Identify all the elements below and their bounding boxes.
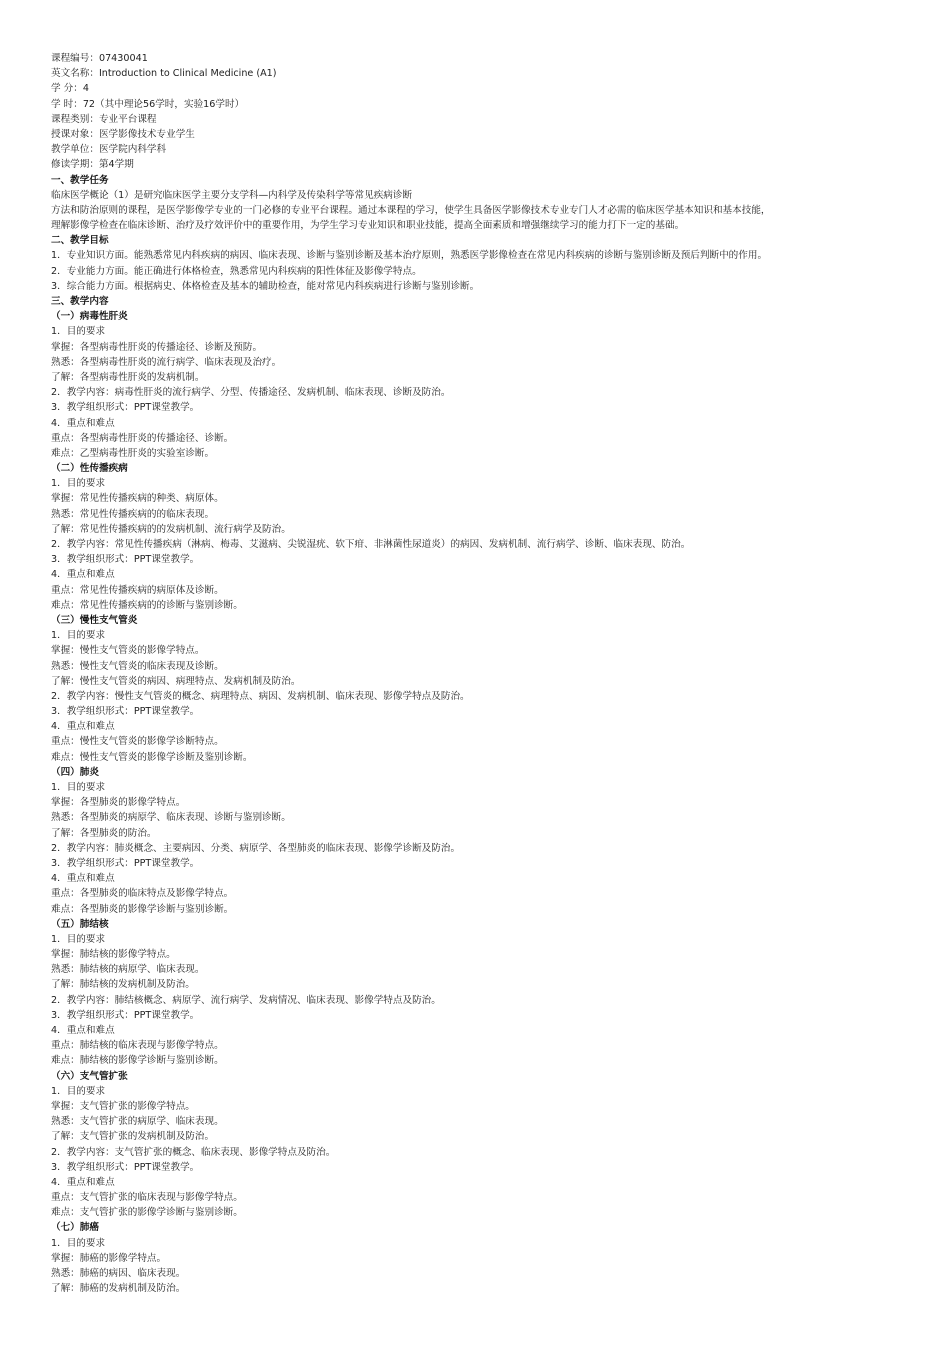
text-line: 1．目的要求 — [51, 326, 106, 338]
text-line: 熟悉：慢性支气管炎的临床表现及诊断。 — [51, 660, 224, 672]
text-line: 难点：常见性传播疾病的的诊断与鉴别诊断。 — [51, 599, 243, 611]
text-line: 4．重点和难点 — [51, 721, 115, 733]
section-heading: （五）肺结核 — [51, 918, 109, 930]
text-line: 熟悉：各型病毒性肝炎的流行病学、临床表现及治疗。 — [51, 356, 282, 368]
text-line: 难点：乙型病毒性肝炎的实验室诊断。 — [51, 447, 215, 459]
text-line: 3．综合能力方面。根据病史、体格检查及基本的辅助检查，能对常见内科疾病进行诊断与鉴别诊断。 — [51, 280, 480, 292]
text-line: 掌握：各型肺炎的影像学特点。 — [51, 797, 186, 809]
text-line: 课程类别：专业平台课程 — [51, 113, 157, 125]
text-line: 4．重点和难点 — [51, 873, 115, 885]
section-heading: （二）性传播疾病 — [51, 463, 128, 475]
text-line: 授课对象：医学影像技术专业学生 — [51, 128, 195, 140]
text-line: 了解：肺结核的发病机制及防治。 — [51, 979, 195, 991]
text-line: 学 分：4 — [51, 83, 89, 95]
section-heading: （一）病毒性肝炎 — [51, 311, 128, 323]
text-line: 2．专业能力方面。能正确进行体格检查，熟悉常见内科疾病的阳性体征及影像学特点。 — [51, 265, 422, 277]
text-line: 1．目的要求 — [51, 1237, 106, 1249]
text-line: 难点：肺结核的影像学诊断与鉴别诊断。 — [51, 1055, 224, 1067]
text-line: 1．目的要求 — [51, 478, 106, 490]
text-line: 1．目的要求 — [51, 933, 106, 945]
section-heading: 一、教学任务 — [51, 174, 109, 186]
text-line: 重点：常见性传播疾病的病原体及诊断。 — [51, 584, 224, 596]
section-heading: 三、教学内容 — [51, 296, 109, 307]
text-line: 了解：常见性传播疾病的的发病机制、流行病学及防治。 — [51, 523, 291, 535]
text-line: 重点：各型病毒性肝炎的传播途径、诊断。 — [51, 432, 234, 444]
text-line: 临床医学概论（1）是研究临床医学主要分支学科—内科学及传染科学等常见疾病诊断 — [51, 189, 413, 201]
document-body — [51, 51, 921, 1296]
text-line: 1．目的要求 — [51, 782, 106, 793]
text-line: 2．教学内容：肺结核概念、病原学、流行病学、发病情况、临床表现、影像学特点及防治。 — [51, 994, 441, 1006]
text-line: 1．目的要求 — [51, 1085, 106, 1097]
text-line: 3．教学组织形式：PPT课堂教学。 — [51, 554, 200, 566]
text-line: 3．教学组织形式：PPT课堂教学。 — [51, 1161, 200, 1173]
text-line: 修读学期：第4学期 — [51, 159, 134, 171]
text-line: 难点：慢性支气管炎的影像学诊断及鉴别诊断。 — [51, 751, 253, 763]
text-line: 课程编号：07430041 — [51, 53, 148, 64]
text-line: 掌握：肺癌的影像学特点。 — [51, 1252, 167, 1264]
text-line: 掌握：慢性支气管炎的影像学特点。 — [51, 645, 205, 657]
text-line: 3．教学组织形式：PPT课堂教学。 — [51, 706, 200, 718]
section-heading: 二、教学目标 — [51, 235, 109, 247]
text-line: 重点：各型肺炎的临床特点及影像学特点。 — [51, 888, 234, 900]
text-line: 英文名称：Introduction to Clinical Medicine (A1) — [51, 68, 277, 80]
text-line: 4．重点和难点 — [51, 1176, 115, 1188]
text-line: 4．重点和难点 — [51, 569, 115, 581]
text-line: 掌握：肺结核的影像学特点。 — [51, 949, 176, 961]
text-line: 2．教学内容：慢性支气管炎的概念、病理特点、病因、发病机制、临床表现、影像学特点及防治。 — [51, 690, 470, 702]
text-line: 掌握：各型病毒性肝炎的传播途径、诊断及预防。 — [51, 341, 263, 353]
text-line: 理解影像学检查在临床诊断、治疗及疗效评价中的重要作用，为学生学习专业知识和职业技能，提高全面素质和增强继续学习的能力打下一定的基础。 — [51, 220, 685, 232]
text-line: 重点：慢性支气管炎的影像学诊断特点。 — [51, 736, 224, 748]
text-line: 难点：支气管扩张的影像学诊断与鉴别诊断。 — [51, 1207, 243, 1219]
text-line: 4．重点和难点 — [51, 1025, 115, 1036]
text-line: 熟悉：肺结核的病原学、临床表现。 — [51, 964, 205, 976]
text-line: 3．教学组织形式：PPT课堂教学。 — [51, 857, 200, 869]
text-line: 熟悉：支气管扩张的病原学、临床表现。 — [51, 1116, 224, 1128]
text-line: 1．专业知识方面。能熟悉常见内科疾病的病因、临床表现、诊断与鉴别诊断及基本治疗原则，熟悉医学影像检查在常见内科疾病的诊断与鉴别诊断及预后判断中的作用。 — [51, 250, 768, 262]
text-line: 重点：支气管扩张的临床表现与影像学特点。 — [51, 1192, 243, 1204]
text-line: 了解：支气管扩张的发病机制及防治。 — [51, 1131, 215, 1143]
text-line: 了解：肺癌的发病机制及防治。 — [51, 1283, 186, 1295]
text-line: 2．教学内容：肺炎概念、主要病因、分类、病原学、各型肺炎的临床表现、影像学诊断及防治。 — [51, 842, 461, 854]
text-line: 教学单位：医学院内科学科 — [51, 144, 167, 156]
text-line: 了解：各型肺炎的防治。 — [51, 827, 157, 839]
section-heading: （七）肺癌 — [51, 1222, 99, 1234]
text-line: 熟悉：肺癌的病因、临床表现。 — [51, 1268, 186, 1279]
text-line: 方法和防治原则的课程，是医学影像学专业的一门必修的专业平台课程。通过本课程的学习，使学生具备医学影像技术专业专门人才必需的临床医学基本知识和基本技能， — [51, 204, 771, 216]
section-heading: （三）慢性支气管炎 — [51, 614, 138, 626]
text-line: 3．教学组织形式：PPT课堂教学。 — [51, 402, 200, 414]
section-heading: （六）支气管扩张 — [51, 1070, 128, 1082]
text-line: 4．重点和难点 — [51, 417, 115, 429]
section-heading: （四）肺炎 — [51, 766, 99, 778]
text-line: 熟悉：常见性传播疾病的的临床表现。 — [51, 508, 215, 520]
text-line: 重点：肺结核的临床表现与影像学特点。 — [51, 1040, 224, 1052]
text-line: 掌握：常见性传播疾病的种类、病原体。 — [51, 493, 224, 505]
text-line: 学 时：72（其中理论56学时，实验16学时） — [51, 98, 245, 110]
text-line: 2．教学内容：支气管扩张的概念、临床表现、影像学特点及防治。 — [51, 1146, 336, 1158]
text-line: 了解：慢性支气管炎的病因、病理特点、发病机制及防治。 — [51, 675, 301, 687]
text-line: 了解：各型病毒性肝炎的发病机制。 — [51, 371, 205, 383]
text-line: 2．教学内容：常见性传播疾病（淋病、梅毒、艾滋病、尖锐湿疣、软下疳、非淋菌性尿道炎）的病因、发病机制、流行病学、诊断、临床表现、防治。 — [51, 539, 691, 550]
text-line: 熟悉：各型肺炎的病原学、临床表现、诊断与鉴别诊断。 — [51, 812, 291, 824]
text-line: 掌握：支气管扩张的影像学特点。 — [51, 1100, 195, 1112]
text-line: 1．目的要求 — [51, 630, 106, 642]
text-line: 3．教学组织形式：PPT课堂教学。 — [51, 1009, 200, 1021]
text-line: 难点：各型肺炎的影像学诊断与鉴别诊断。 — [51, 903, 234, 915]
text-line: 2．教学内容：病毒性肝炎的流行病学、分型、传播途径、发病机制、临床表现、诊断及防治。 — [51, 387, 451, 399]
